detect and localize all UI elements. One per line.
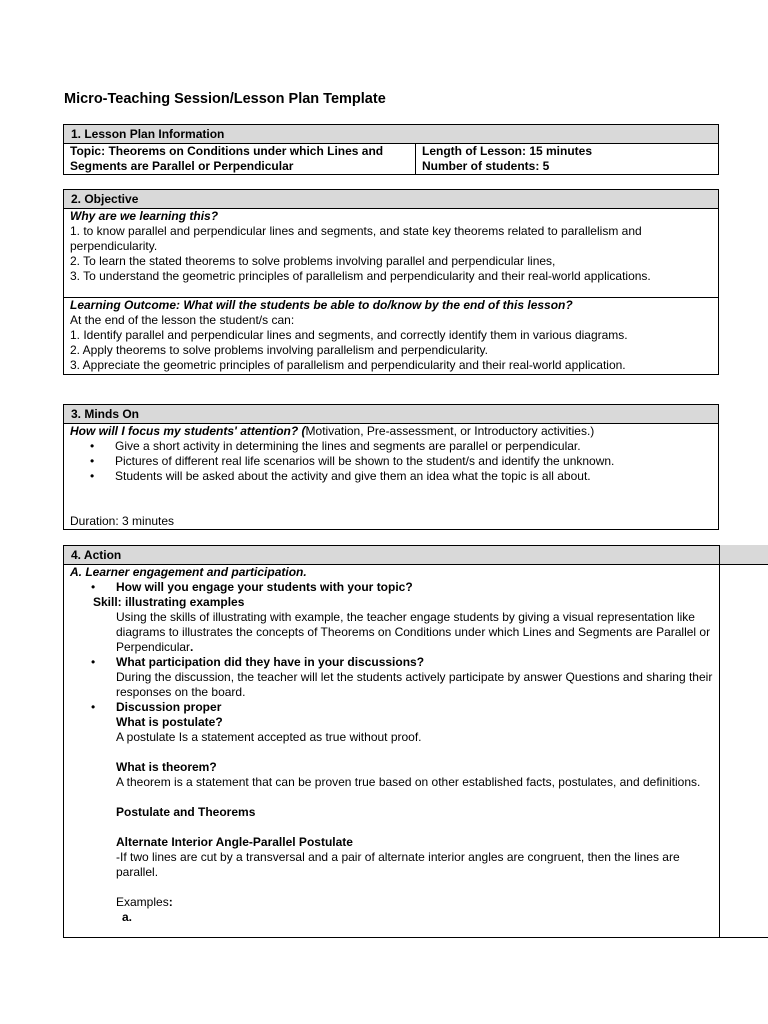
list-item: • Students will be asked about the activity and give them an idea what the topic is all about. — [64, 469, 718, 484]
engage-question: How will you engage your students with your topic? — [116, 580, 413, 594]
postulate-question: What is postulate? — [116, 715, 223, 729]
outcome-item: 2. Apply theorems to solve problems involving parallelism and perpendicularity. — [70, 343, 488, 357]
action-right-column — [719, 565, 720, 937]
action-content — [64, 565, 719, 925]
bullet-icon: • — [91, 655, 96, 669]
examples-colon: : — [168, 895, 173, 909]
postulate-theorems-heading: Postulate and Theorems — [116, 805, 256, 819]
focus-question-bold: How will I focus my students' attention? ( — [70, 424, 306, 438]
aia-text: -If two lines are cut by a transversal and a pair of alternate interior angles are congruent, then the lines are parallel. — [116, 850, 680, 879]
bullet-icon: • — [91, 580, 96, 594]
list-item — [64, 700, 719, 925]
focus-question-rest: Motivation, Pre-assessment, or Introductory activities.) — [305, 424, 595, 438]
page-title: Micro-Teaching Session/Lesson Plan Template — [64, 91, 386, 107]
action-list — [64, 655, 719, 925]
outcome-block — [64, 298, 718, 373]
outcome-question: Learning Outcome: What will the students be able to do/know by the end of this lesson? — [70, 298, 573, 312]
focus-question — [64, 424, 718, 439]
section-header: 3. Minds On — [64, 405, 718, 424]
examples-label — [116, 895, 719, 910]
objective-section — [63, 189, 719, 375]
aia-heading: Alternate Interior Angle-Parallel Postulate — [116, 835, 353, 849]
list-item — [64, 580, 719, 595]
action-list — [64, 580, 719, 595]
section-header-label: 4. Action — [71, 548, 122, 562]
student-count: Number of students: 5 — [422, 159, 550, 173]
lesson-meta-cell — [416, 144, 718, 174]
header-right-cell — [719, 545, 768, 564]
list-item: • Give a short activity in determining the lines and segments are parallel or perpendicular. — [64, 439, 718, 454]
participation-question: What participation did they have in your discussions? — [116, 655, 425, 669]
example-item-a: a. — [122, 910, 133, 924]
list-item: • Pictures of different real life scenarios will be shown to the student/s and identify the unknown. — [64, 454, 718, 469]
theorem-answer: A theorem is a statement that can be proven true based on other established facts, postulates, and definitions. — [116, 775, 701, 789]
why-block — [64, 209, 718, 298]
bullet-icon: • — [91, 700, 96, 714]
postulate-answer: A postulate Is a statement accepted as true without proof. — [116, 730, 422, 744]
why-question: Why are we learning this? — [70, 209, 219, 223]
outcome-item: 1. Identify parallel and perpendicular lines and segments, and correctly identify them in various diagrams. — [70, 328, 628, 342]
action-section — [63, 545, 768, 938]
skill-text — [64, 610, 719, 655]
discussion-heading: Discussion proper — [116, 700, 222, 714]
topic-cell: Topic: Theorems on Conditions under which Lines and Segments are Parallel or Perpendicular — [64, 144, 416, 174]
theorem-question: What is theorem? — [116, 760, 217, 774]
section-header: 2. Objective — [64, 190, 718, 209]
duration: Duration: 3 minutes — [70, 514, 175, 528]
participation-text: During the discussion, the teacher will let the students actively participate by answer Questions and sharing their responses on the board. — [116, 670, 713, 699]
engagement-heading: A. Learner engagement and participation. — [70, 565, 307, 579]
minds-on-section — [63, 404, 719, 530]
skill-label: Skill: illustrating examples — [93, 595, 245, 609]
why-item: 1. to know parallel and perpendicular lines and segments, and state key theorems related to parallelism and perpendicularity. — [70, 224, 642, 253]
why-item: 3. To understand the geometric principles of parallelism and perpendicularity and their real-world applications. — [70, 269, 651, 283]
outcome-item: 3. Appreciate the geometric principles of parallelism and perpendicularity and their real-world application. — [70, 358, 626, 372]
section-header — [64, 546, 768, 565]
outcome-intro: At the end of the lesson the student/s can: — [70, 313, 295, 327]
minds-on-list — [64, 439, 718, 484]
skill-text-body: Using the skills of illustrating with example, the teacher engage students by giving a visual representation like diagrams to illustrates the concepts of Theorems on Conditions under which Lines and Segments are Parallel or Perpendicular — [116, 610, 711, 654]
lesson-length: Length of Lesson: 15 minutes — [422, 144, 593, 158]
skill-text-end: . — [190, 640, 194, 654]
section-header: 1. Lesson Plan Information — [64, 125, 718, 144]
examples-text: Examples — [116, 895, 169, 909]
lesson-info-row — [64, 144, 718, 174]
list-item — [64, 655, 719, 700]
why-item: 2. To learn the stated theorems to solve problems involving parallel and perpendicular lines, — [70, 254, 556, 268]
lesson-plan-info-section — [63, 124, 719, 175]
